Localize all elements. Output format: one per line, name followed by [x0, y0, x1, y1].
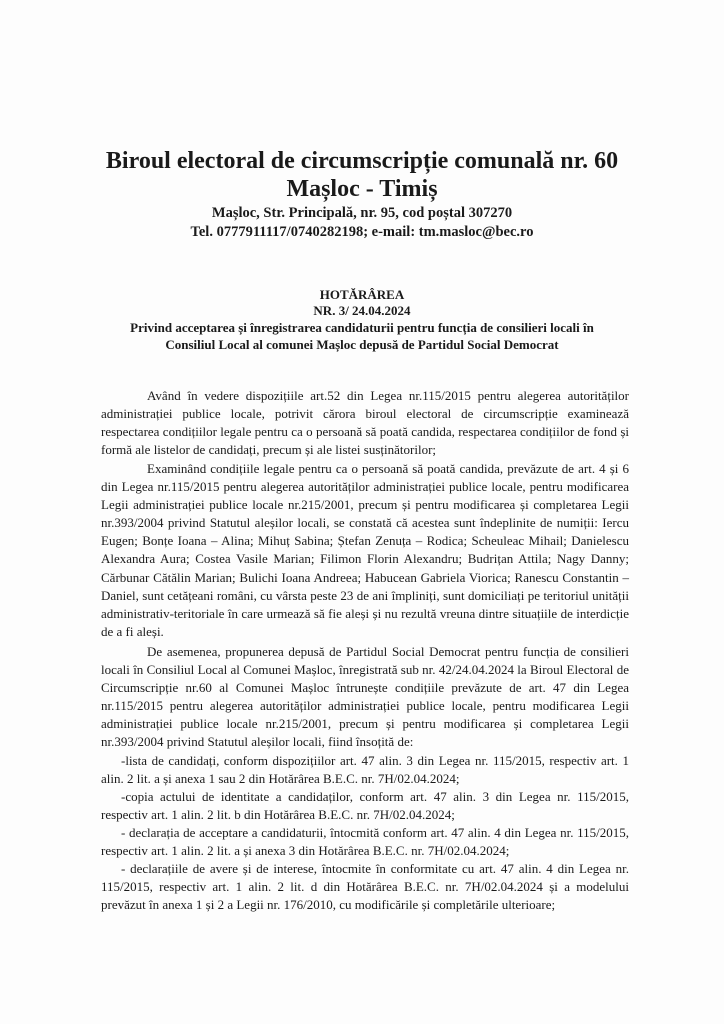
- paragraph-2: [101, 460, 629, 641]
- paragraph-3-text: De asemenea, propunerea depusă de Partidul Social Democrat pentru funcția de consilieri locali în Consiliul Local al Comunei Mașloc, înregistrată sub nr. 42/24.04.2024 la Biroul Electoral de Circumscripție nr.60 al Comunei Mașloc întrunește condițiile prevăzute de art. 47 din Legea nr.115/2015 pentru alegerea autorităților administrației publice locale, pentru modificarea Legii administrației publice locale nr.215/2001, precum și pentru modificarea și completarea Legii nr.393/2004 privind Statutul aleșilor locali, fiind însoțită de:: [101, 644, 629, 750]
- paragraph-1-text: Având în vedere dispozițiile art.52 din Legea nr.115/2015 pentru alegerea autorităților administrației publice locale, potrivit cărora biroul electoral de circumscripție examinează respectarea condițiilor legale pentru ca o persoană să poată candida, respectarea condițiilor de fond și formă ale listelor de candidați, precum și ale listei susținătorilor;: [101, 388, 629, 458]
- list-item: -lista de candidați, conform dispozițiilor art. 47 alin. 3 din Legea nr. 115/2015, respectiv art. 1 alin. 2 lit. a și anexa 1 sau 2 din Hotărârea B.E.C. nr. 7H/02.04.2024;: [101, 752, 629, 786]
- decision-subject-line2: Consiliul Local al comunei Mașloc depusă de Partidul Social Democrat: [165, 337, 559, 352]
- decision-number: NR. 3/ 24.04.2024: [313, 303, 411, 318]
- paragraph-1: [101, 387, 629, 459]
- decision-subject-line1: Privind acceptarea și înregistrarea candidaturii pentru funcția de consilieri locali în: [130, 320, 594, 335]
- office-contact: Tel. 0777911117/0740282198; e-mail: tm.masloc@bec.ro: [190, 224, 534, 240]
- paragraph-3: [101, 643, 629, 914]
- list-item: - declarațiile de avere și de interese, întocmite în conformitate cu art. 47 alin. 4 din Legea nr. 115/2015, respectiv art. 1 alin. 2 lit. d din Hotărârea B.E.C. nr. 7H/02.04.2024 și a modelului prevăzut în anexa 1 și 2 a Legii nr. 176/2010, cu modificările și completările ulterioare;: [101, 861, 629, 913]
- paragraph-2-text: Examinând condițiile legale pentru ca o persoană să poată candida, prevăzute de art. 4 și 6 din Legea nr.115/2015 pentru alegerea autorităților administrației publice locale, pentru modificarea Legii administrației publice locale nr.215/2001, precum și pentru modificarea și completarea Legii nr.393/2004 privind Statutul aleșilor locali, se constată că acestea sunt îndeplinite de numiții: Iercu Eugen; Bonțe Ioana – Alina; Mihuț Sabina; Ștefan Zenuța – Rodica; Scheuleac Mihail; Danielescu Alexandra Aura; Costea Vasile Marian; Filimon Florin Alexandru; Budrițan Attila; Nagy Danny; Cărbunar Cătălin Marian; Bulichi Ioana Andreea; Habucean Gabriela Viorica; Ranescu Constantin – Daniel, sunt cetățeani români, cu vârsta peste 23 de ani împliniți, sunt domiciliați pe teritoriul unității administrativ-teritoriale în care urmează să fie aleși și nu rezultă vreuna dintre situațiile de interdicție de a fi aleși.: [101, 461, 629, 639]
- office-name: Biroul electoral de circumscripție comunală nr. 60: [105, 148, 619, 174]
- decision-heading: HOTĂRÂREA: [319, 287, 405, 302]
- office-location: Mașloc - Timiș: [286, 176, 438, 202]
- office-address: Mașloc, Str. Principală, nr. 95, cod poștal 307270: [211, 205, 513, 221]
- list-item: -copia actului de identitate a candidaților, conform art. 47 alin. 3 din Legea nr. 115/2015, respectiv art. 1 alin. 2 lit. b din Hotărârea B.E.C. nr. 7H/02.04.2024;: [101, 788, 629, 822]
- list-item: - declarația de acceptare a candidaturii, întocmită conform art. 47 alin. 4 din Legea nr. 115/2015, respectiv art. 1 alin. 2 lit. a și anexa 3 din Hotărârea B.E.C. nr. 7H/02.04.2024;: [101, 824, 629, 859]
